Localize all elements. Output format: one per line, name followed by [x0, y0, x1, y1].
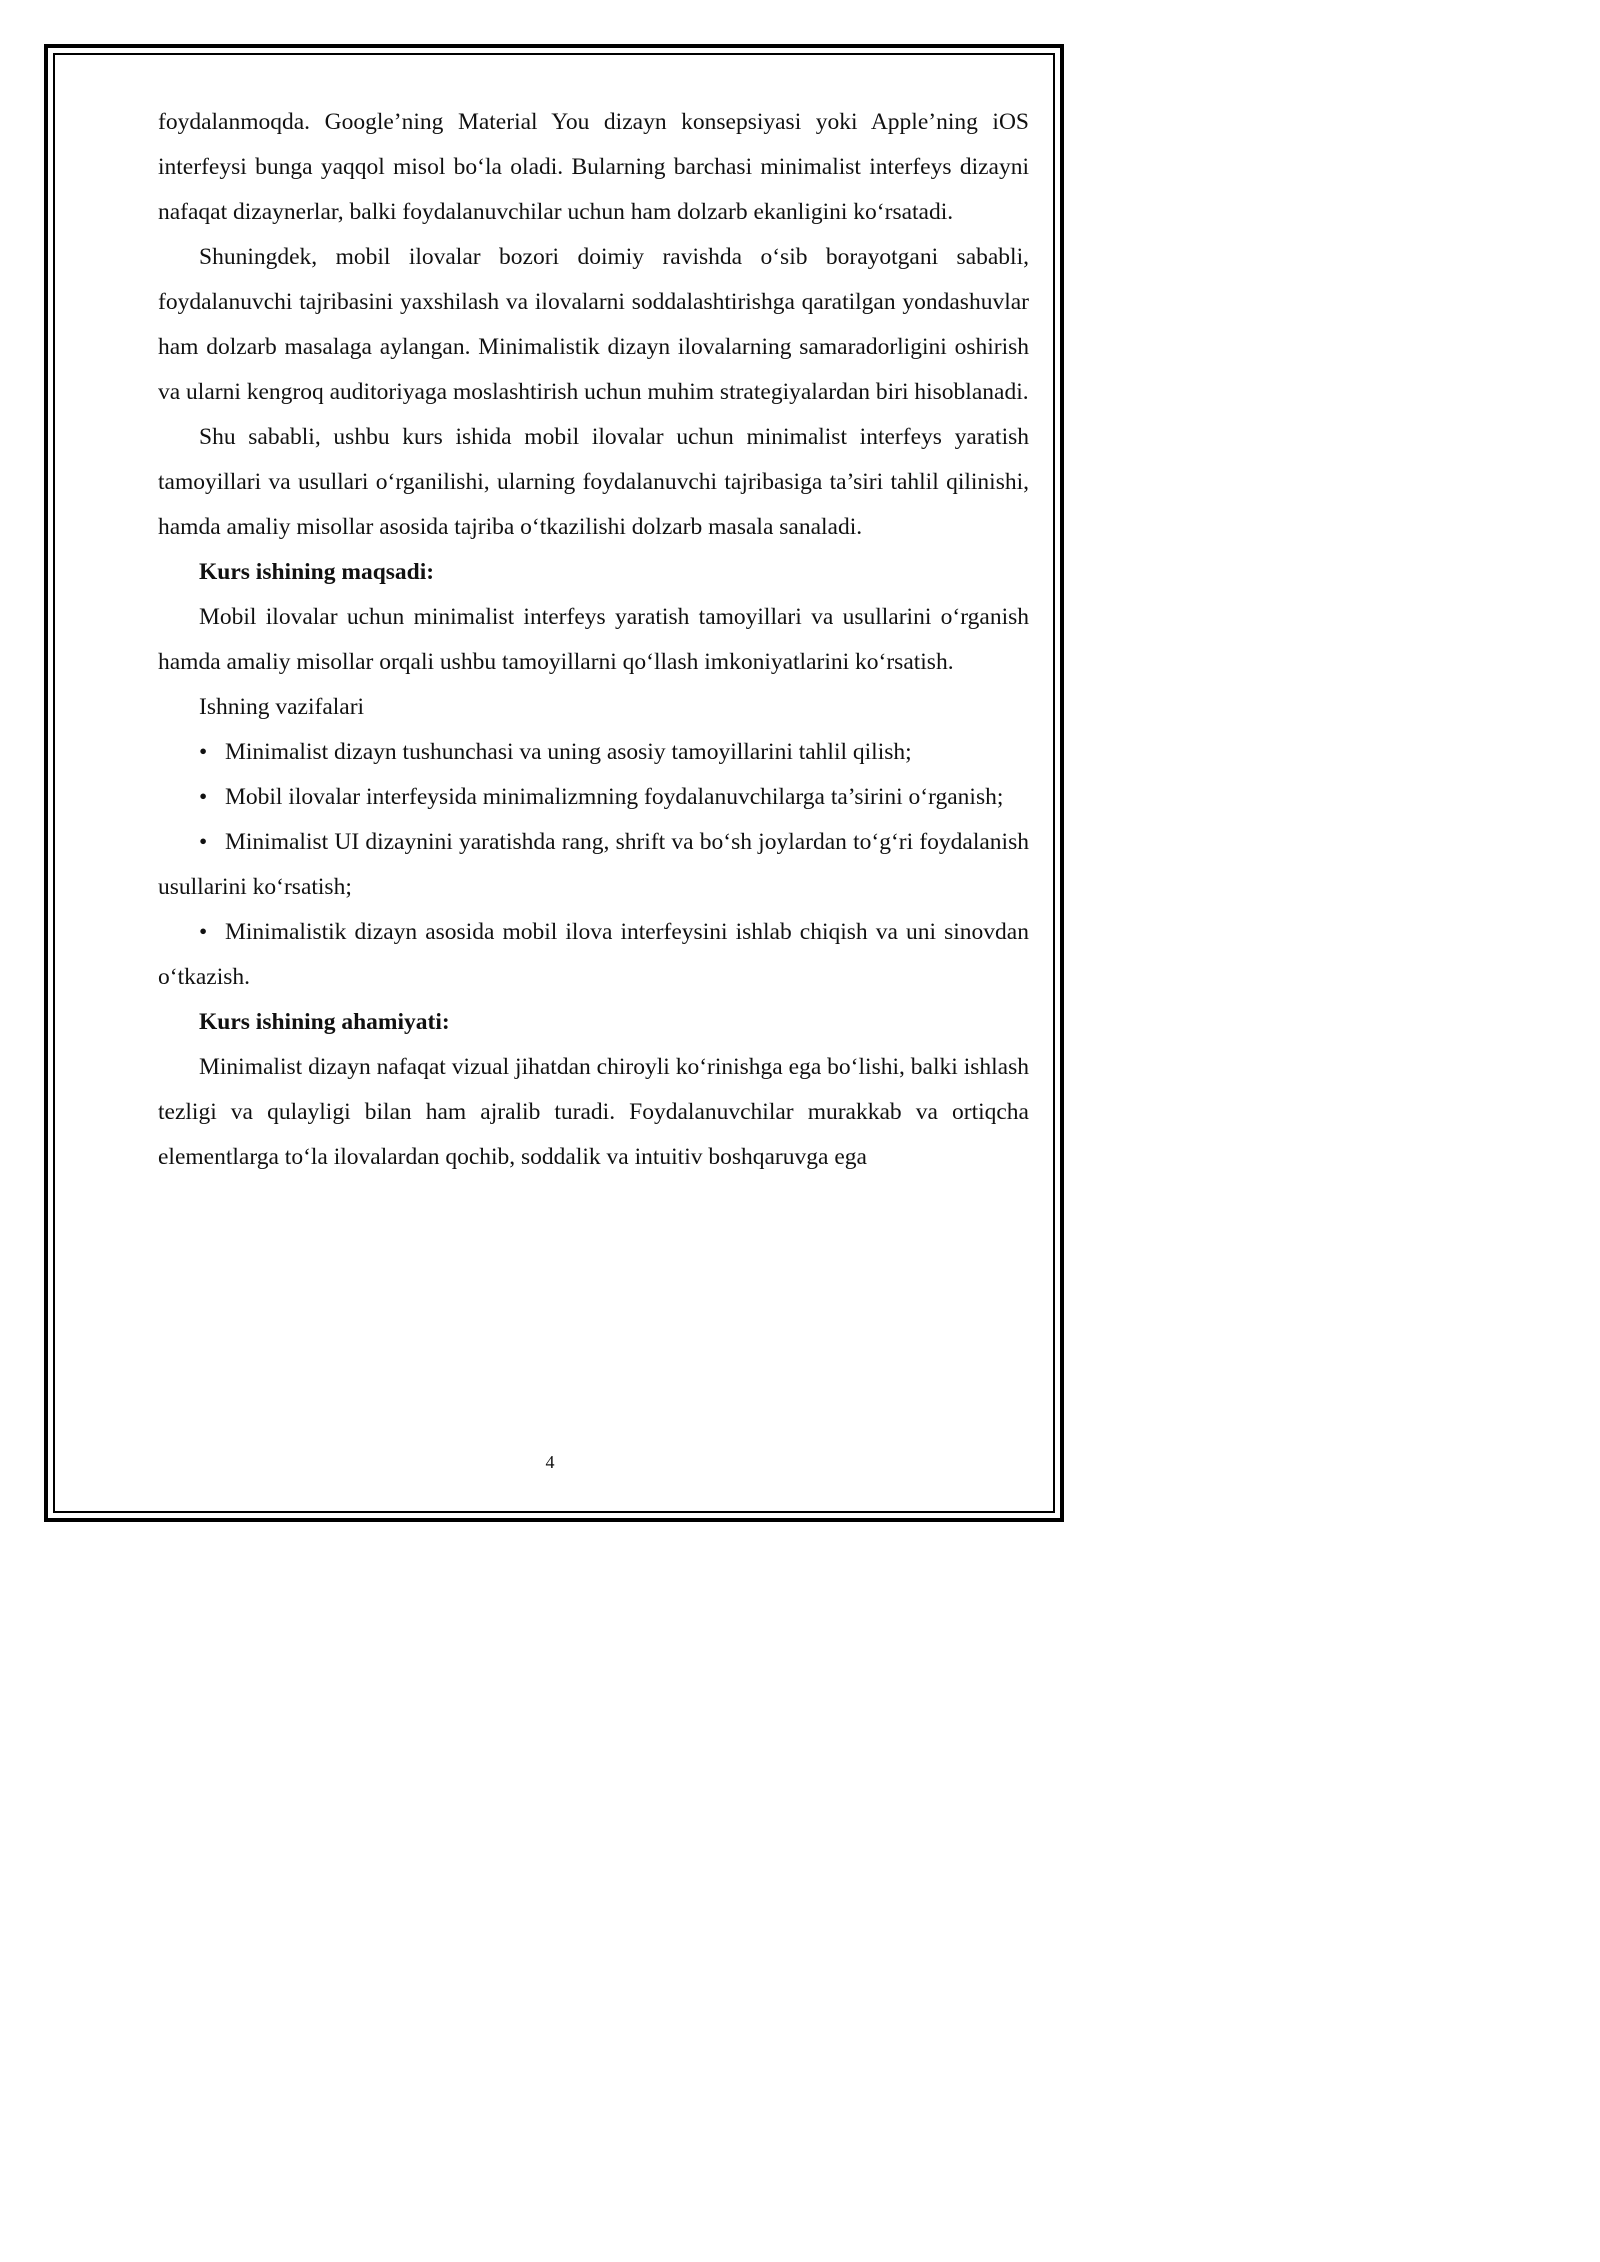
- bullet-icon: •: [199, 784, 208, 810]
- goal-text: Mobil ilovalar uchun minimalist interfeys yaratish tamoyillari va usullarini o‘rganish hamda amaliy misollar orqali ushbu tamoyillarni qo‘llash imkoniyatlarini ko‘rsatish.: [158, 604, 1029, 675]
- task-item: [158, 775, 1029, 820]
- task-item: [158, 820, 1029, 910]
- tasks-heading: Ishning vazifalari: [199, 694, 365, 720]
- importance-text: Minimalist dizayn nafaqat vizual jihatdan chiroyli ko‘rinishga ega bo‘lishi, balki ishlash tezligi va qulayligi bilan ham ajralib turadi. Foydalanuvchilar murakkab va ortiqcha elementlarga to‘la ilovalardan qochib, soddalik va intuitiv boshqaruvga ega: [158, 1054, 1029, 1170]
- paragraph-market: Shuningdek, mobil ilovalar bozori doimiy ravishda o‘sib borayotgani sababli, foydalanuvchi tajribasini yaxshilash va ilovalarni soddalashtirishga qaratilgan yondashuvlar ham dolzarb masalaga aylangan. Minimalistik dizayn ilovalarning samaradorligini oshirish va ularni kengroq auditoriyaga moslashtirish uchun muhim strategiyalardan biri hisoblanadi.: [158, 244, 1029, 405]
- page-number: 4: [545, 1452, 555, 1472]
- task-item-text: Minimalist UI dizaynini yaratishda rang, shrift va bo‘sh joylardan to‘g‘ri foydalanish usullarini ko‘rsatish;: [158, 829, 1029, 900]
- task-item-text: Minimalist dizayn tushunchasi va uning asosiy tamoyillarini tahlil qilish;: [225, 739, 912, 765]
- paragraph-relevance: Shu sababli, ushbu kurs ishida mobil ilovalar uchun minimalist interfeys yaratish tamoyillari va usullari o‘rganilishi, ularning foydalanuvchi tajribasiga ta’siri tahlil qilinishi, hamda amaliy misollar asosida tajriba o‘tkazilishi dolzarb masala sanaladi.: [158, 424, 1029, 540]
- task-item: [158, 910, 1029, 1000]
- task-item: [158, 730, 1029, 775]
- task-item-text: Mobil ilovalar interfeysida minimalizmning foydalanuvchilarga ta’sirini o‘rganish;: [225, 784, 1004, 810]
- page-content: [158, 100, 1029, 1180]
- goal-heading: Kurs ishining maqsadi:: [199, 559, 435, 585]
- paragraph-intro: foydalanmoqda. Google’ning Material You dizayn konsepsiyasi yoki Apple’ning iOS interfeysi bunga yaqqol misol bo‘la oladi. Bularning barchasi minimalist interfeys dizayni nafaqat dizaynerlar, balki foydalanuvchilar uchun ham dolzarb ekanligini ko‘rsatadi.: [158, 109, 1029, 225]
- bullet-icon: •: [199, 919, 208, 945]
- bullet-icon: •: [199, 829, 208, 855]
- task-item-text: Minimalistik dizayn asosida mobil ilova interfeysini ishlab chiqish va uni sinovdan o‘tkazish.: [158, 919, 1029, 990]
- bullet-icon: •: [199, 739, 208, 765]
- importance-heading: Kurs ishining ahamiyati:: [199, 1009, 450, 1035]
